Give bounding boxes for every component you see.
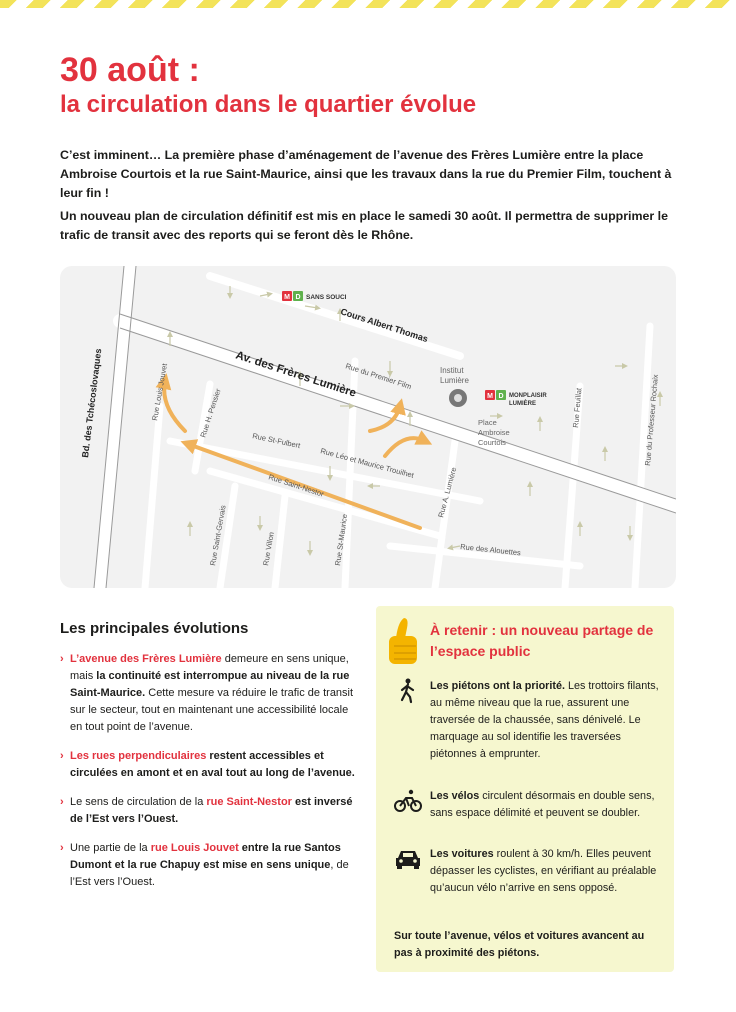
traffic-map [60,266,676,588]
label-cours-albert-thomas: Cours Albert Thomas [339,306,430,345]
change-item-1: › L’avenue des Frères Lumière demeure en sens unique, mais la continuité est interrompue au niveau de la rue Saint-Maurice. Cette mesure va réduire le trafic de transit sur le secteur, tout en maintenant une accessibilité locale en tout point de l’avenue. [60,653,354,733]
thumbs-up-icon [386,614,420,666]
bicycle-icon [394,788,422,814]
metro2-name-2: LUMIÈRE [509,401,536,407]
top-stripe-decoration [0,0,736,8]
label-rue-st-fulbert: Rue St-Fulbert [251,431,302,451]
institut-label-1: Institut [440,366,464,375]
remember-footer: Sur toute l’avenue, vélos et voitures avancent au pas à proximité des piétons. [394,930,645,959]
main-changes-section [60,620,360,903]
place-ambroise-courtois [478,418,510,447]
label-rue-saint-nestor: Rue Saint-Nestor [267,472,325,499]
label-rue-a-lumiere: Rue A. Lumière [436,466,459,519]
chevron-right-icon: › [60,750,64,762]
institut-label-2: Lumière [440,376,469,385]
metro2-name-1: MONPLAISIR [509,393,547,399]
remember-box: À retenir : un nouveau partage de l’espace public Les piétons ont la priorité. Les trottoirs filants, au même niveau que la rue, assurent une traversée de la chaussée, sans dénivelé. Le marquage au sol identifie les traversées piétonnes à emprunter. Les vélos circulent désormais en double sens, sans espace délimité et peuvent se doubler. Les voitures roulent à 30 km/h. Elles peuvent dépasser les cyclistes, en vérifiant au préalable qu’aucun vélo n’arrive en sens opposé. Sur toute l’avenue, vélos et voitures avancent au pas à proximité des piétons. [376,606,674,972]
metro1-letter-d: D [295,294,301,301]
place-label-3: Courtois [478,438,506,447]
label-av-freres-lumiere: Av. des Frères Lumière [234,349,358,400]
label-bd-tchecoslovaques: Bd. des Tchécoslovaques [80,347,104,459]
label-rue-alouettes: Rue des Alouettes [459,542,522,558]
headline-subtitle: la circulation dans le quartier évolue [60,91,477,118]
traffic-map-svg [60,266,676,588]
pedestrian-icon [394,678,422,704]
institut-lumiere [440,366,469,407]
metro-station-monplaisir [485,390,547,407]
intro-text [60,146,680,249]
metro2-letter-m: M [487,393,493,400]
label-rue-saint-gervais: Rue Saint-Gervais [208,504,228,567]
label-rue-h-pensier: Rue H. Pensier [198,387,223,439]
label-rue-louis-jouvet: Rue Louis Jouvet [150,362,170,422]
chevron-right-icon: › [60,653,64,665]
change-item-4: › Une partie de la rue Louis Jouvet entre la rue Santos Dumont et la rue Chapuy est mise en sens unique, de l’Est vers l’Ouest. [60,842,349,888]
headline [60,50,476,120]
headline-date: 30 août : [60,51,200,89]
label-rue-professeur-rochaix: Rue du Professeur Rochaix [643,374,660,467]
main-changes-title: Les principales évolutions [60,620,249,637]
place-label-2: Ambroise [478,428,510,437]
change-item-2: › Les rues perpendiculaires restent accessibles et circulées en amont et en aval tout au long de l’avenue. [60,750,355,779]
chevron-right-icon: › [60,842,64,854]
label-rue-st-maurice: Rue St-Maurice [333,513,350,567]
metro-station-sans-souci [282,291,347,301]
map-roads [100,266,676,588]
label-rue-villon: Rue Villon [261,531,276,567]
metro1-name: SANS SOUCI [306,294,347,301]
remember-title: À retenir : un nouveau partage de l’espace public [430,622,654,659]
label-rue-leo-maurice-trouilhet: Rue Léo et Maurice Trouilhet [319,446,415,480]
intro-paragraph-1: C’est imminent… La première phase d’aménagement de l’avenue des Frères Lumière entre la place Ambroise Courtois et la rue Saint-Maurice, ainsi que les travaux dans la rue du Premier Film, touchent à leur fin ! [60,148,672,200]
intro-paragraph-2: Un nouveau plan de circulation définitif est mis en place le samedi 30 août. Il permettra de supprimer le trafic de transit avec des reports qui se feront dès le Rhône. [60,209,668,242]
label-rue-feuillat: Rue Feuillat [571,387,584,429]
label-rue-premier-film: Rue du Premier Film [344,361,413,392]
metro2-letter-d: D [498,393,504,400]
metro1-letter-m: M [284,294,290,301]
place-label-1: Place [478,418,497,427]
car-icon [394,846,422,872]
change-item-3: › Le sens de circulation de la rue Saint-Nestor est inversé de l’Est vers l’Ouest. [60,796,353,825]
chevron-right-icon: › [60,796,64,808]
